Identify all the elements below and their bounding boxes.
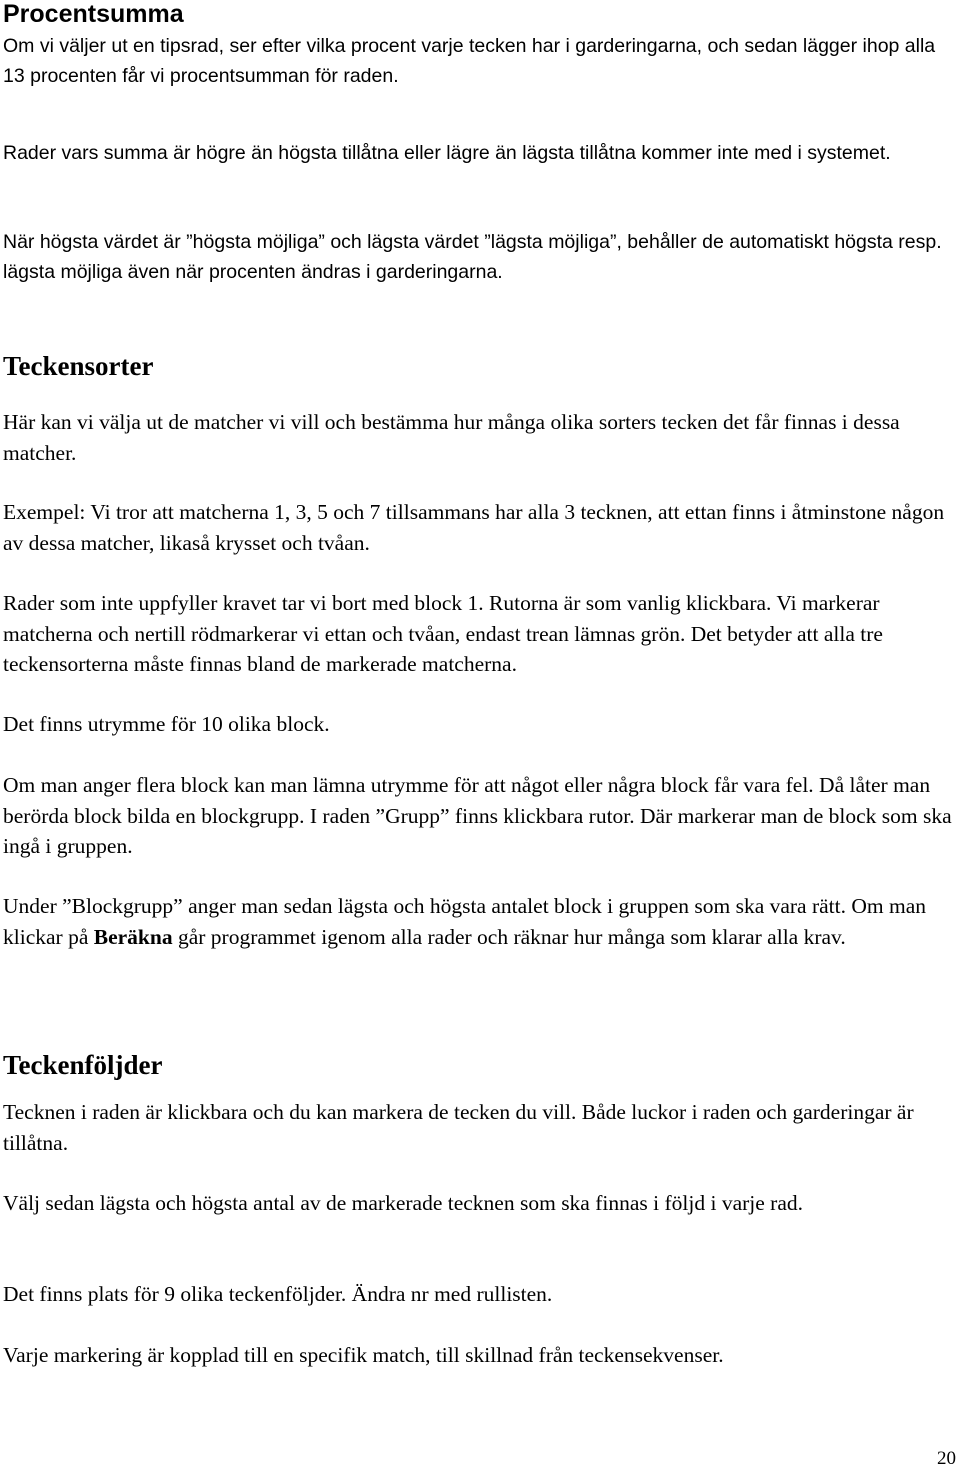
berakna-term: Beräkna: [93, 924, 173, 949]
blockgroup-text-after: går programmet igenom alla rader och räknar hur många som klarar alla krav.: [172, 924, 846, 949]
paragraph-signtypes-block: Rader som inte uppfyller kravet tar vi bort med block 1. Rutorna är som vanlig klickbara. Vi markerar matcherna och nertill rödmarkerar vi ettan och tvåan, endast trean lämnas grön. Det betyder att alla tre teckensorterna måste finnas bland de markerade matcherna.: [3, 591, 883, 676]
paragraph-sequences-note: Varje markering är kopplad till en specifik match, till skillnad från teckensekvenser.: [3, 1343, 724, 1367]
paragraph-signtypes-capacity: Det finns utrymme för 10 olika block.: [3, 712, 330, 736]
paragraph-signtypes-groups: Om man anger flera block kan man lämna utrymme för att något eller några block får vara fel. Då låter man berörda block bilda en blockgrupp. I raden ”Grupp” finns klickbara rutor. Där markerar man de block som ska ingå i gruppen.: [3, 773, 952, 858]
heading-teckensorter: Teckensorter: [3, 351, 154, 381]
page-number: 20: [937, 1448, 956, 1469]
paragraph-signtypes-blockgroup: [3, 891, 955, 952]
paragraph-signtypes-example: Exempel: Vi tror att matcherna 1, 3, 5 och 7 tillsammans har alla 3 tecknen, att ettan finns i åtminstone någon av dessa matcher, likaså krysset och tvåan.: [3, 500, 945, 555]
blockgroup-text-before: Under ”Blockgrupp” anger man sedan lägsta och högsta antalet block i gruppen som ska vara rätt. Om man klickar på: [3, 894, 927, 949]
paragraph-sequences-intro: Tecknen i raden är klickbara och du kan markera de tecken du vill. Både luckor i raden och garderingar är tillåtna.: [3, 1100, 914, 1155]
paragraph-sequences-capacity: Det finns plats för 9 olika teckenföljder. Ändra nr med rullisten.: [3, 1282, 553, 1306]
heading-teckenfoljder: Teckenföljder: [3, 1050, 163, 1080]
paragraph-sequences-range: Välj sedan lägsta och högsta antal av de markerade tecknen som ska finnas i följd i varje rad.: [3, 1191, 803, 1215]
paragraph-signtypes-intro: Här kan vi välja ut de matcher vi vill och bestämma hur många olika sorters tecken det får finnas i dessa matcher.: [3, 410, 900, 465]
paragraph-percent-auto: När högsta värdet är ”högsta möjliga” och lägsta värdet ”lägsta möjliga”, behåller de automatiskt högsta resp. lägsta möjliga även när procenten ändras i garderingarna.: [3, 231, 942, 283]
paragraph-percent-intro: Om vi väljer ut en tipsrad, ser efter vilka procent varje tecken har i garderingarna, och sedan lägger ihop alla 13 procenten får vi procentsumman för raden.: [3, 35, 936, 87]
paragraph-percent-limits: Rader vars summa är högre än högsta tillåtna eller lägre än lägsta tillåtna kommer inte med i systemet.: [3, 142, 891, 164]
heading-procentsumma: Procentsumma: [3, 0, 184, 28]
